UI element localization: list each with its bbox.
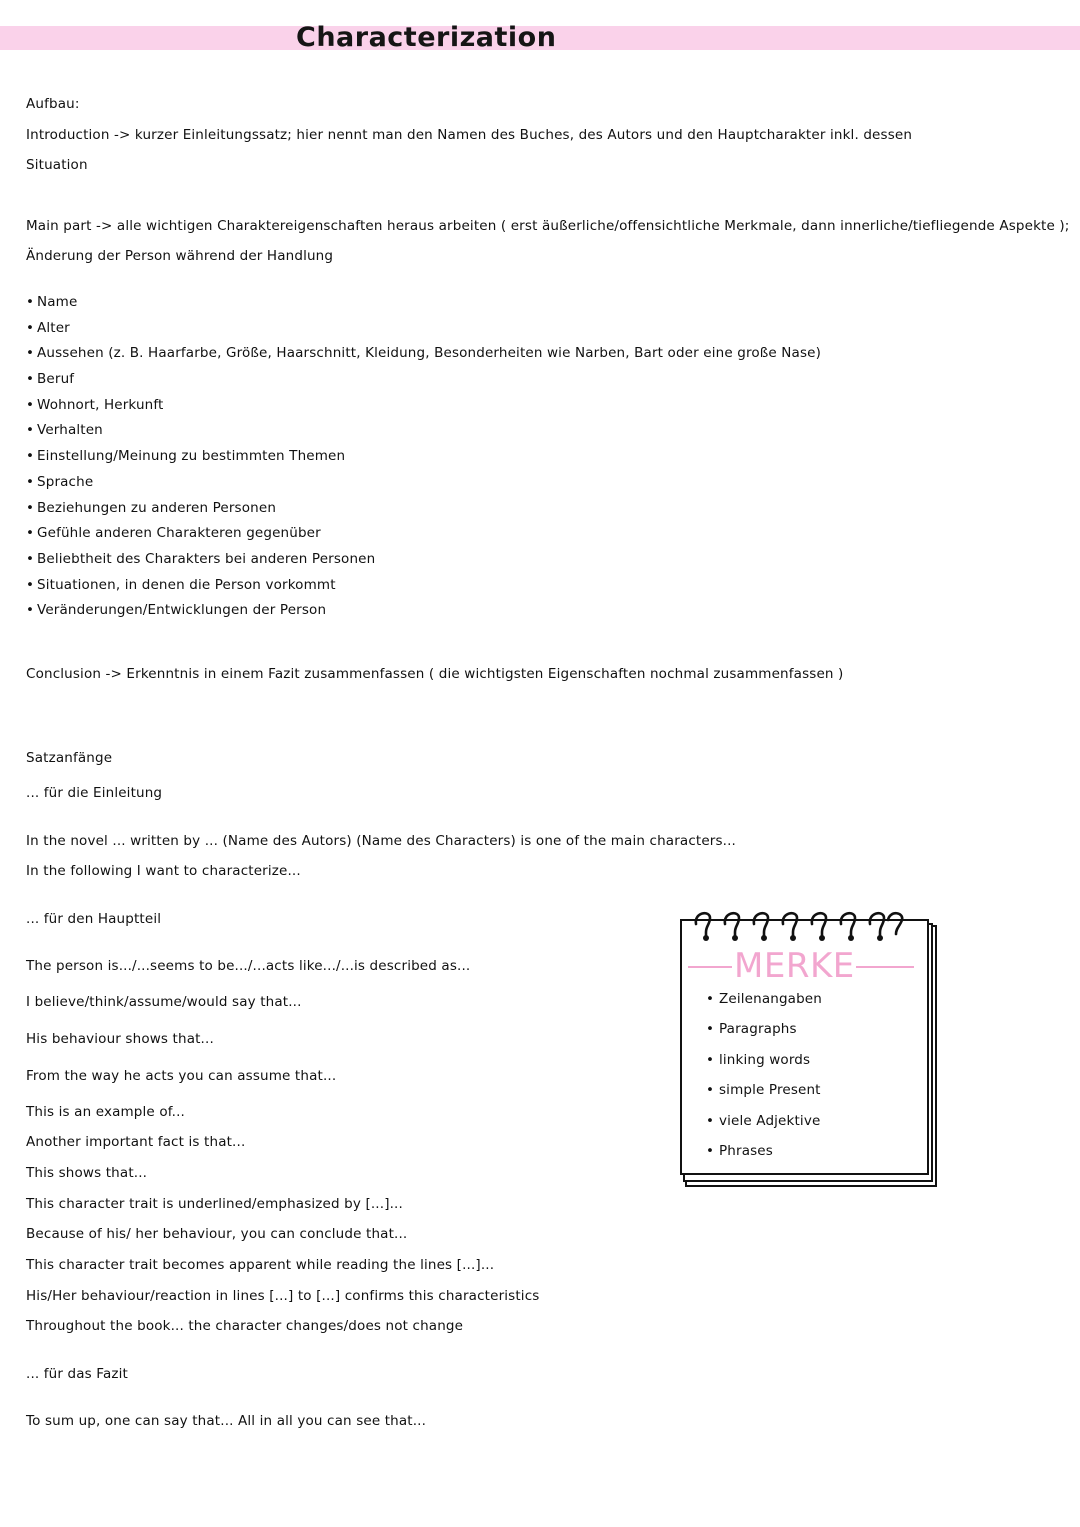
main-part-line-1: Main part -> alle wichtigen Charaktereigenschaften heraus arbeiten ( erst äußerliche/offensichtliche Merkmale, dann innerliche/tiefliegende Aspekte ); bbox=[26, 218, 1070, 234]
list-item: • Zeilenangaben bbox=[706, 990, 822, 1020]
hauptteil-phrase: Because of his/ her behaviour, you can conclude that... bbox=[26, 1226, 408, 1242]
list-item: • Einstellung/Meinung zu bestimmten Themen bbox=[26, 447, 821, 473]
aufbau-heading: Aufbau: bbox=[26, 96, 80, 112]
page-title: Characterization bbox=[296, 22, 557, 53]
introduction-line-1: Introduction -> kurzer Einleitungssatz; hier nennt man den Namen des Buches, des Autors und den Hauptcharakter inkl. dessen bbox=[26, 127, 913, 143]
list-item: • Name bbox=[26, 293, 821, 319]
merke-list bbox=[706, 990, 822, 1172]
list-item: • Beruf bbox=[26, 370, 821, 396]
einleitung-phrase: In the following I want to characterize... bbox=[26, 863, 301, 879]
list-item: • Alter bbox=[26, 319, 821, 345]
list-item: • Aussehen (z. B. Haarfarbe, Größe, Haarschnitt, Kleidung, Besonderheiten wie Narben, Bart oder eine große Nase) bbox=[26, 344, 821, 370]
list-item: • Phrases bbox=[706, 1142, 822, 1172]
hauptteil-phrase: His/Her behaviour/reaction in lines [...] to [...] confirms this characteristics bbox=[26, 1288, 540, 1304]
list-item: • Veränderungen/Entwicklungen der Person bbox=[26, 601, 821, 627]
list-item: • linking words bbox=[706, 1051, 822, 1081]
satzanfaenge-heading: Satzanfänge bbox=[26, 750, 113, 766]
merke-divider-left bbox=[688, 966, 732, 968]
list-item: • Verhalten bbox=[26, 421, 821, 447]
hauptteil-phrase: I believe/think/assume/would say that... bbox=[26, 994, 302, 1010]
list-item: • Gefühle anderen Charakteren gegenüber bbox=[26, 524, 821, 550]
spiral-binding-icon bbox=[690, 904, 920, 944]
merke-title: MERKE bbox=[734, 946, 855, 986]
hauptteil-phrase: The person is.../...seems to be.../...acts like.../...is described as... bbox=[26, 958, 471, 974]
list-item: • Wohnort, Herkunft bbox=[26, 396, 821, 422]
hauptteil-phrase: Another important fact is that... bbox=[26, 1134, 246, 1150]
list-item: • Beziehungen zu anderen Personen bbox=[26, 499, 821, 525]
fazit-phrase: To sum up, one can say that... All in all you can see that... bbox=[26, 1413, 427, 1429]
hauptteil-phrase: His behaviour shows that... bbox=[26, 1031, 214, 1047]
hauptteil-heading: ... für den Hauptteil bbox=[26, 911, 162, 927]
list-item: • simple Present bbox=[706, 1081, 822, 1111]
hauptteil-phrase: This is an example of... bbox=[26, 1104, 185, 1120]
list-item: • Beliebtheit des Charakters bei anderen Personen bbox=[26, 550, 821, 576]
merke-divider-right bbox=[856, 966, 914, 968]
hauptteil-phrase: This shows that... bbox=[26, 1165, 148, 1181]
hauptteil-phrase: From the way he acts you can assume that... bbox=[26, 1068, 337, 1084]
list-item: • Paragraphs bbox=[706, 1020, 822, 1050]
hauptteil-phrase: Throughout the book... the character changes/does not change bbox=[26, 1318, 464, 1334]
list-item: • Situationen, in denen die Person vorkommt bbox=[26, 576, 821, 602]
conclusion-line: Conclusion -> Erkenntnis in einem Fazit zusammenfassen ( die wichtigsten Eigenschaften nochmal zusammenfassen ) bbox=[26, 666, 844, 682]
characteristics-list bbox=[26, 293, 821, 627]
hauptteil-phrase: This character trait is underlined/emphasized by [...]... bbox=[26, 1196, 403, 1212]
introduction-line-2: Situation bbox=[26, 157, 88, 173]
einleitung-phrase: In the novel ... written by ... (Name des Autors) (Name des Characters) is one of the main characters... bbox=[26, 833, 736, 849]
fazit-heading: ... für das Fazit bbox=[26, 1366, 128, 1382]
einleitung-heading: ... für die Einleitung bbox=[26, 785, 163, 801]
list-item: • Sprache bbox=[26, 473, 821, 499]
hauptteil-phrase: This character trait becomes apparent while reading the lines [...]... bbox=[26, 1257, 495, 1273]
list-item: • viele Adjektive bbox=[706, 1112, 822, 1142]
main-part-line-2: Änderung der Person während der Handlung bbox=[26, 248, 334, 264]
